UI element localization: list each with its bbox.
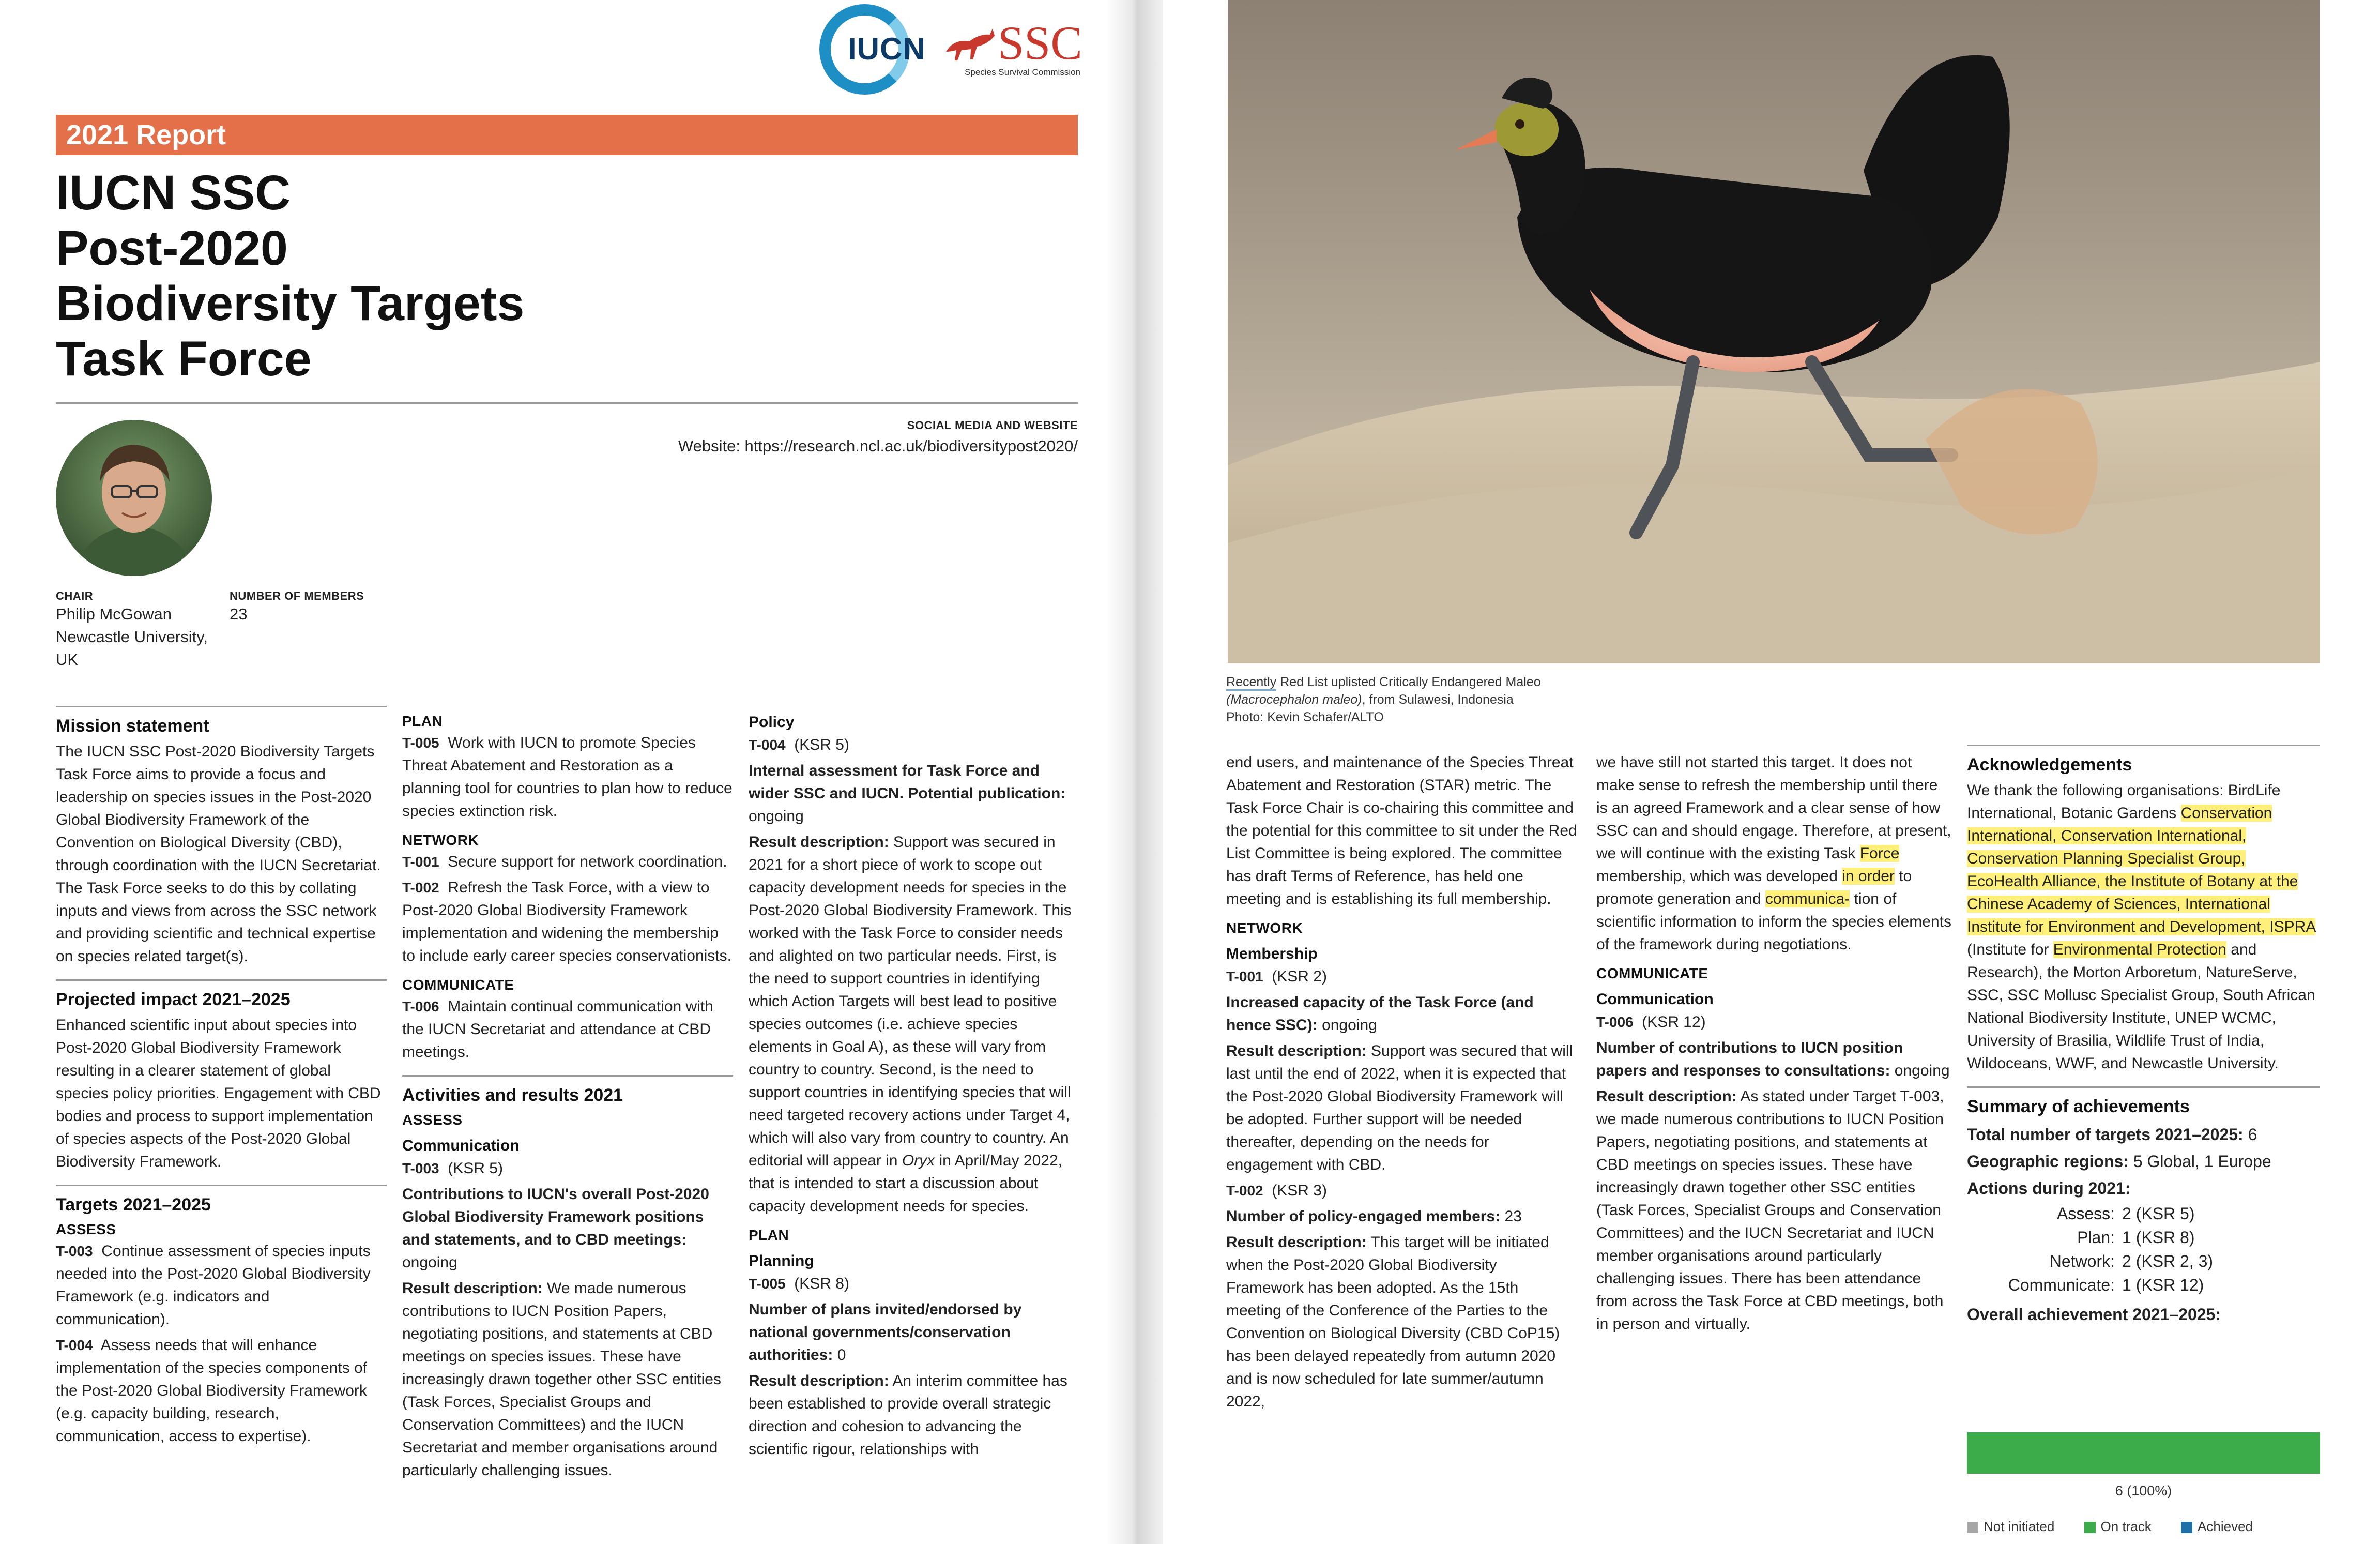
ssc-logo [941,16,1080,78]
col5-communication-label: Communication [1596,991,1714,1008]
title-line-3: Biodiversity Targets [56,276,525,331]
act-t002-value: 23 [1504,1208,1522,1225]
act-t004-title: Internal assessment for Task Force and wider SSC and IUCN. Potential publication: [749,762,1066,802]
membership-label: Membership [1226,945,1318,962]
chair-portrait [56,420,212,576]
activities-section [402,1075,733,1482]
acknowledgements-section [1967,745,2320,1075]
caption-recently: Recently [1226,675,1276,691]
chair-label: CHAIR [56,589,94,602]
col5-text-d: tion of scientific information to inform the species elements of the framework during negotiations. [1596,890,1951,953]
act-t004-status: ongoing [749,808,804,825]
act-t003-result-label: Result description: [402,1280,543,1297]
activity-t001-result [1226,1040,1578,1176]
achievement-bar-label: 6 (100%) [2115,1483,2172,1498]
total-targets [1967,1121,2320,1148]
act-t001-code: T-001 [1226,968,1263,985]
activities-title: Activities and results 2021 [402,1085,623,1105]
col5-communicate-label: COMMUNICATE [1596,965,1708,981]
column-3 [749,711,1079,1464]
target-t005 [402,732,733,823]
target-t004 [56,1334,387,1448]
iucn-logo [817,0,946,98]
target-t003 [56,1240,387,1331]
action-plan-value: 1 (KSR 8) [2122,1228,2195,1247]
ack-highlight-2: Environmental Protection [2053,941,2226,958]
mission-text: The IUCN SSC Post-2020 Biodiversity Targets Task Force aims to provide a focus and leadership on species issues in the Post-2020 Global Biodiversity Framework of the Convention on Biological Diversity (CBD), through coordination with the IUCN Secretariat. The Task Force seeks to do this by collating inputs and views from across the SSC network and providing scientific and technical expertise on species related target(s). [56,743,381,965]
col4-continued-text: end users, and maintenance of the Species Threat Abatement and Restoration (STAR) metric. The Task Force Chair is co-chairing this committee and the potential for this committee to sit under the Red List Committee is being explored. The committee has draft Terms of Reference, has held one meeting and is establishing its full membership. [1226,754,1577,907]
activity-t006-result [1596,1085,1953,1336]
impact-text: Enhanced scientific input about species into Post-2020 Global Biodiversity Framework resulting in a clearer statement of global species policy priorities. Engagement with CBD bodies and process to support implementation of species aspects of the Post-2020 Global Biodiversity Framework. [56,1017,381,1170]
activity-t005-result [749,1370,1079,1461]
t003-text: Continue assessment of species inputs needed into the Post-2020 Global Biodiversity Framework (e.g. indicators and communication). [56,1243,371,1328]
act-t004-code: T-004 [749,737,786,753]
legend-achieved [2181,1519,2253,1535]
activity-t001-header [1226,965,1578,988]
actions-list [1967,1202,2320,1297]
mission-section [56,706,387,968]
action-assess-value: 2 (KSR 5) [2122,1204,2195,1223]
targets-title: Targets 2021–2025 [56,1195,211,1215]
target-t001 [402,851,733,873]
network-label: NETWORK [402,832,479,848]
plan-label: PLAN [402,713,443,729]
act-t004-result-b: in April/May 2022, that is intended to start a discussion about capacity development needs for species. [749,1152,1062,1215]
iucn-logo-text: IUCN [848,32,926,66]
communicate-label: COMMUNICATE [402,977,514,993]
col5-highlight-3: communica- [1765,890,1850,907]
page-title [56,165,780,387]
act-t001-result-text: Support was secured that will last until the end of 2022, when it is expected that the Post-2020 Global Biodiversity Framework will be adopted. Further support will be needed thereafter, depending on the needs for engagement with CBD. [1226,1042,1573,1173]
t004-text: Assess needs that will enhance implementation of the species components of the Post-2020 Global Biodiversity Framework (e.g. capacity building, research, communication, access to expertise). [56,1337,368,1445]
act-t006-result-text: As stated under Target T-003, we made numerous contributions to IUCN Position Papers, negotiating positions, and statements at CBD meetings on species issues. These have increasingly drawn together other SSC entities (Task Forces, Specialist Groups and Conservation Committees) and the IUCN Secretariat and IUCN member organisations around particularly challenging issues. There has been attendance from across the Task Force at CBD meetings, both in person and virtually. [1596,1088,1944,1333]
targets-section [56,1185,387,1448]
t006-code: T-006 [402,998,439,1015]
legend-on-track [2084,1519,2152,1535]
chair-affiliation-1: Newcastle University, [56,628,208,646]
t001-text: Secure support for network coordination. [448,853,727,870]
legend-label-on-track: On track [2100,1518,2152,1534]
chair-affiliation-2: UK [56,650,79,669]
members-label: NUMBER OF MEMBERS [230,589,364,602]
caption-location: , from Sulawesi, Indonesia [1362,692,1514,707]
target-t002 [402,876,733,967]
act-t002-code: T-002 [1226,1183,1263,1199]
ack-title: Acknowledgements [1967,755,2132,775]
act-t002-result-label: Result description: [1226,1234,1367,1251]
ssc-logo-subtitle: Species Survival Commission [965,67,1080,77]
activity-t004-title [749,760,1079,828]
action-communicate-value: 1 (KSR 12) [2122,1276,2204,1294]
activity-t001-title [1226,991,1578,1037]
act-t005-value: 0 [837,1346,846,1364]
activity-t003-header [402,1157,733,1180]
act-t003-ksr: (KSR 5) [448,1160,503,1177]
legend-not-initiated [1967,1519,2054,1535]
column-6 [1967,745,2320,1339]
title-line-2: Post-2020 [56,221,288,276]
t002-text: Refresh the Task Force, with a view to Post-2020 Global Biodiversity Framework implementation and widening the membership to include early career species conservationists. [402,879,731,964]
act-t005-result-label: Result description: [749,1372,889,1389]
portrait-image [56,420,212,576]
col5-continued-text [1596,751,1953,956]
chair-info [56,589,211,671]
act-t004-ksr: (KSR 5) [794,736,849,753]
legend-swatch-achieved [2181,1522,2192,1533]
activities-assess-label: ASSESS [402,1112,463,1128]
act-t005-ksr: (KSR 8) [794,1275,849,1292]
ack-rest: and Research), the Morton Arboretum, NatureServe, SSC, SSC Mollusc Specialist Group, South African National Biodiversity Institute, UNEP WCMC, University of Brasilia, Wildlife Trust of India, Wildoceans, WWF, and Newcastle University. [1967,941,2315,1072]
activity-t004-header [749,734,1079,756]
t003-code: T-003 [56,1243,93,1259]
act-t005-code: T-005 [749,1276,786,1292]
activity-t005-title [749,1298,1079,1367]
caption-line-1 [1226,673,1847,691]
planning-label: Planning [749,1252,814,1269]
achievement-legend [1967,1518,2329,1535]
activity-t002-result [1226,1231,1578,1413]
act-t001-title: Increased capacity of the Task Force (and hence SSC): [1226,994,1534,1034]
ssc-logo-text: SSC [998,17,1082,69]
col5-highlight-2: in order [1842,868,1895,885]
chair-name: Philip McGowan [56,605,172,623]
legend-swatch-not-initiated [1967,1522,1978,1533]
action-assess-label: Assess: [2056,1204,2115,1223]
action-plan-label: Plan: [2077,1228,2115,1247]
mission-title: Mission statement [56,716,209,736]
caption-line-2 [1226,691,1847,708]
activity-t005-header [749,1273,1079,1295]
t005-code: T-005 [402,735,439,751]
act-t001-result-label: Result description: [1226,1042,1367,1059]
ssc-antelope-icon [941,23,998,65]
act-t006-ksr: (KSR 12) [1642,1013,1706,1031]
activity-t002-header [1226,1179,1578,1202]
page-gutter [1106,0,1163,1544]
social-media-heading: SOCIAL MEDIA AND WEBSITE [907,419,1078,432]
total-label: Total number of targets 2021–2025: [1967,1125,2244,1144]
target-t006 [402,995,733,1064]
act-t006-code: T-006 [1596,1014,1634,1030]
act-t002-result-text: This target will be initiated when the Post-2020 Global Biodiversity Framework has been adopted. As the 15th meeting of the Conference of the Parties to the Convention on Biological Diversity (CBD CoP15) has been delayed repeatedly from autumn 2020 and is now scheduled for late summer/autumn 2022, [1226,1234,1560,1410]
column-4 [1226,751,1578,1416]
act-t005-result-text: An interim committee has been established to provide overall strategic direction and cohesion to advancing the scientific rigour, relationships with [749,1372,1067,1458]
photo-caption [1226,673,1847,726]
action-network-label: Network: [2049,1252,2115,1270]
act-t005-title: Number of plans invited/endorsed by national governments/conservation authorities: [749,1301,1022,1364]
impact-section [56,979,387,1173]
action-communicate-label: Communicate: [2008,1276,2115,1294]
t004-code: T-004 [56,1337,93,1353]
act-t001-ksr: (KSR 2) [1272,968,1327,985]
summary-title: Summary of achievements [1967,1097,2190,1116]
column-5 [1596,751,1953,1339]
caption-uplisted: Red List uplisted Critically Endangered Maleo [1280,675,1541,689]
legend-label-achieved: Achieved [2198,1518,2253,1534]
t001-code: T-001 [402,854,439,870]
report-label: 2021 Report [66,119,226,150]
maleo-photo [1228,0,2320,663]
activity-t006-title [1596,1037,1953,1082]
act-t004-result-label: Result description: [749,834,889,851]
action-network-value: 2 (KSR 2, 3) [2122,1252,2214,1270]
actions-label: Actions during 2021: [1967,1179,2131,1198]
impact-title: Projected impact 2021–2025 [56,990,291,1009]
communication-label: Communication [402,1137,520,1154]
t006-text: Maintain continual communication with the IUCN Secretariat and attendance at CBD meetings. [402,998,713,1061]
act-t003-status: ongoing [402,1254,457,1271]
total-value: 6 [2248,1125,2257,1144]
title-line-1: IUCN SSC [56,165,291,220]
t005-text: Work with IUCN to promote Species Threat Abatement and Restoration as a planning tool for countries to plan how to reduce species extinction risk. [402,734,733,820]
act-t003-result-text: We made numerous contributions to IUCN Position Papers, negotiating positions, and statements at CBD meetings on species issues. These have increasingly drawn together other SSC entities (Task Forces, Specialist Groups and Conservation Committees) and the IUCN Secretariat and member organisations around particularly challenging issues. [402,1280,721,1479]
caption-species: (Macrocephalon maleo) [1226,692,1362,707]
policy-label: Policy [749,714,795,731]
legend-label-not-initiated: Not initiated [1984,1518,2055,1534]
summary-section [1967,1086,2320,1328]
ack-mid: (Institute for [1967,941,2049,958]
act-t004-oryx: Oryx [902,1152,935,1169]
legend-swatch-on-track [2084,1522,2096,1533]
ack-text [1967,779,2320,1075]
act-t003-title: Contributions to IUCN's overall Post-2020 Global Biodiversity Framework positions and statements, and to CBD meetings: [402,1186,709,1248]
overall-achievement-label: Overall achievement 2021–2025: [1967,1305,2221,1324]
act-t002-ksr: (KSR 3) [1272,1182,1327,1199]
column-1 [56,706,387,1459]
act-t006-result-label: Result description: [1596,1088,1737,1105]
members-info [230,589,385,626]
title-line-4: Task Force [56,331,312,386]
activity-t006-header [1596,1011,1953,1034]
activity-t003-title [402,1183,733,1274]
act-t004-result-a: Support was secured in 2021 for a short piece of work to scope out capacity development needs for species in the Post-2020 Global Biodiversity Framework. This worked with the Task Force to consider needs and alighted on two particular needs. First, is the need to support countries in identifying which Action Targets will best lead to positive species outcomes (i.e. achieve species elements in Goal A), as these will vary from country to country. Second, is the need to support countries in identifying species that will need targeted recovery actions under Target 4, which will also vary from country to country. An editorial will appear in [749,834,1072,1169]
col5-text-c: to promote generation and [1596,868,1912,907]
col5-text-a: we have still not started this target. It does not make sense to refresh the membership until there is an agreed Framework and a clear sense of how SSC can and should engage. Therefore, at present, we will continue with the existing Task [1596,754,1951,862]
maleo-bird-image [1228,0,2320,663]
col5-highlight-1: Force [1859,845,1900,862]
geographic-regions [1967,1148,2320,1175]
regions-label: Geographic regions: [1967,1152,2129,1171]
members-count: 23 [230,605,248,623]
activity-t004-result [749,831,1079,1218]
act-t006-status: ongoing [1894,1062,1950,1079]
act-t001-status: ongoing [1322,1017,1377,1034]
col5-text-b: membership, which was developed [1596,868,1838,885]
assess-label: ASSESS [56,1221,116,1237]
ack-highlight: Conservation International, Conservation International, Conservation Planning Specialist Group, EcoHealth Alliance, the Institute of Botany at the Chinese Academy of Sciences, International Institute for Environment and Development, ISPRA [1967,805,2315,935]
ack-intro: We thank the following organisations: BirdLife International, Botanic Gardens [1967,782,2281,822]
caption-credit: Photo: Kevin Schafer/ALTO [1226,710,1384,724]
col3-plan-label: PLAN [749,1227,789,1243]
regions-value: 5 Global, 1 Europe [2133,1152,2271,1171]
act-t003-code: T-003 [402,1160,439,1176]
left-page [0,0,1122,1544]
activity-t002-title [1226,1205,1578,1228]
column-2 [402,711,733,1493]
act-t006-title: Number of contributions to IUCN position papers and responses to consultations: [1596,1039,1903,1079]
col4-network-label: NETWORK [1226,920,1303,936]
achievement-bar [1967,1432,2320,1474]
activity-t003-result [402,1277,733,1482]
act-t002-title: Number of policy-engaged members: [1226,1208,1501,1225]
t002-code: T-002 [402,880,439,896]
title-divider [56,402,1078,404]
report-banner [56,115,1078,155]
website-link[interactable]: Website: https://research.ncl.ac.uk/biodiversitypost2020/ [678,437,1078,455]
